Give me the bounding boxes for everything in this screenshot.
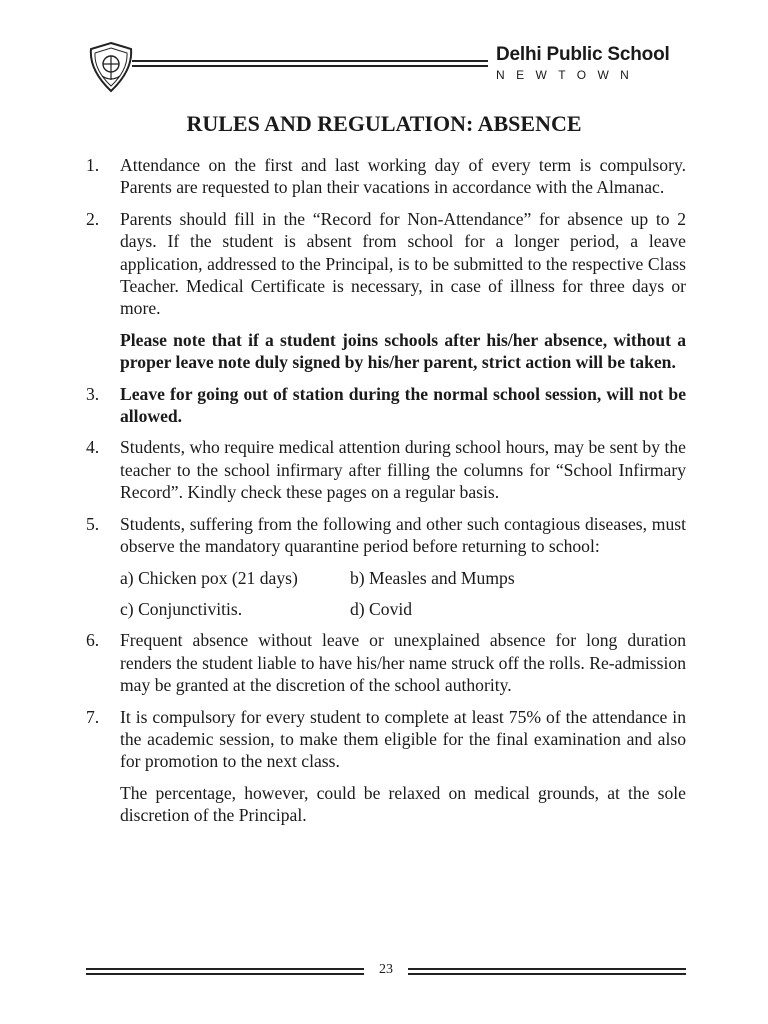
school-name: Delhi Public School [496, 44, 670, 65]
relaxation-note: The percentage, however, could be relaxed on medical grounds, at the sole discretion of the Principal. [120, 782, 686, 826]
rule-number: 7. [86, 706, 100, 727]
rule-text: Leave for going out of station during the normal school session, will not be allowed. [120, 383, 686, 427]
rule-number: 5. [86, 513, 100, 534]
school-crest-icon [84, 40, 138, 94]
rule-item-7 [86, 706, 686, 773]
rules-list [86, 154, 686, 836]
rule-item-3 [86, 383, 686, 428]
rule-text: It is compulsory for every student to complete at least 75% of the attendance in the academic session, to make them eligible for the final examination and also for promotion to the next class. [120, 706, 686, 772]
disease-item: a) Chicken pox (21 days) [120, 567, 298, 588]
disease-item: d) Covid [350, 598, 413, 619]
rule-item-1 [86, 154, 686, 199]
rule-text: Students, who require medical attention during school hours, may be sent by the teacher to the school infirmary after filling the columns for “School Infirmary Record”. Kindly check these pages on a regular basis. [120, 437, 686, 503]
school-branch: NEWTOWN [496, 68, 641, 82]
rule-number: 4. [86, 437, 100, 458]
disease-item: b) Measles and Mumps [350, 567, 515, 588]
rule-text: Attendance on the first and last working day of every term is compulsory. Parents are requested to plan their vacations in accordance with the Almanac. [120, 155, 686, 198]
rule-number: 6. [86, 630, 100, 651]
disease-row [86, 567, 686, 589]
rule-number: 2. [86, 208, 100, 229]
rule-number: 1. [86, 155, 100, 175]
rule-item-2 [86, 208, 686, 320]
header-rule [132, 60, 488, 70]
rule-text: Parents should fill in the “Record for Non-Attendance” for absence up to 2 days. If the student is absent from school for a longer period, a leave application, addressed to the Principal, is to be submitted to the respective Class Teacher. Medical Certificate is necessary, in case of illness for three days or more. [120, 208, 686, 319]
absence-warning-note: Please note that if a student joins schools after his/her absence, without a proper leave note duly signed by his/her parent, strict action will be taken. [120, 329, 686, 373]
rule-number: 3. [86, 383, 100, 404]
page-title: RULES AND REGULATION: ABSENCE [186, 111, 582, 136]
page-number: 23 [379, 962, 393, 977]
rule-item-5 [86, 513, 686, 558]
rule-text: Frequent absence without leave or unexplained absence for long duration renders the student liable to have his/her name struck off the rolls. Re-admission may be granted at the discretion of the school authority. [120, 630, 686, 696]
disease-item: c) Conjunctivitis. [120, 598, 243, 619]
page-header [0, 0, 768, 110]
disease-row [86, 598, 686, 620]
rule-item-4 [86, 436, 686, 503]
page-footer [86, 962, 686, 982]
footer-rule-right [408, 968, 686, 978]
rule-text: Students, suffering from the following and other such contagious diseases, must observe the mandatory quarantine period before returning to school: [120, 513, 686, 557]
rule-item-6 [86, 629, 686, 696]
